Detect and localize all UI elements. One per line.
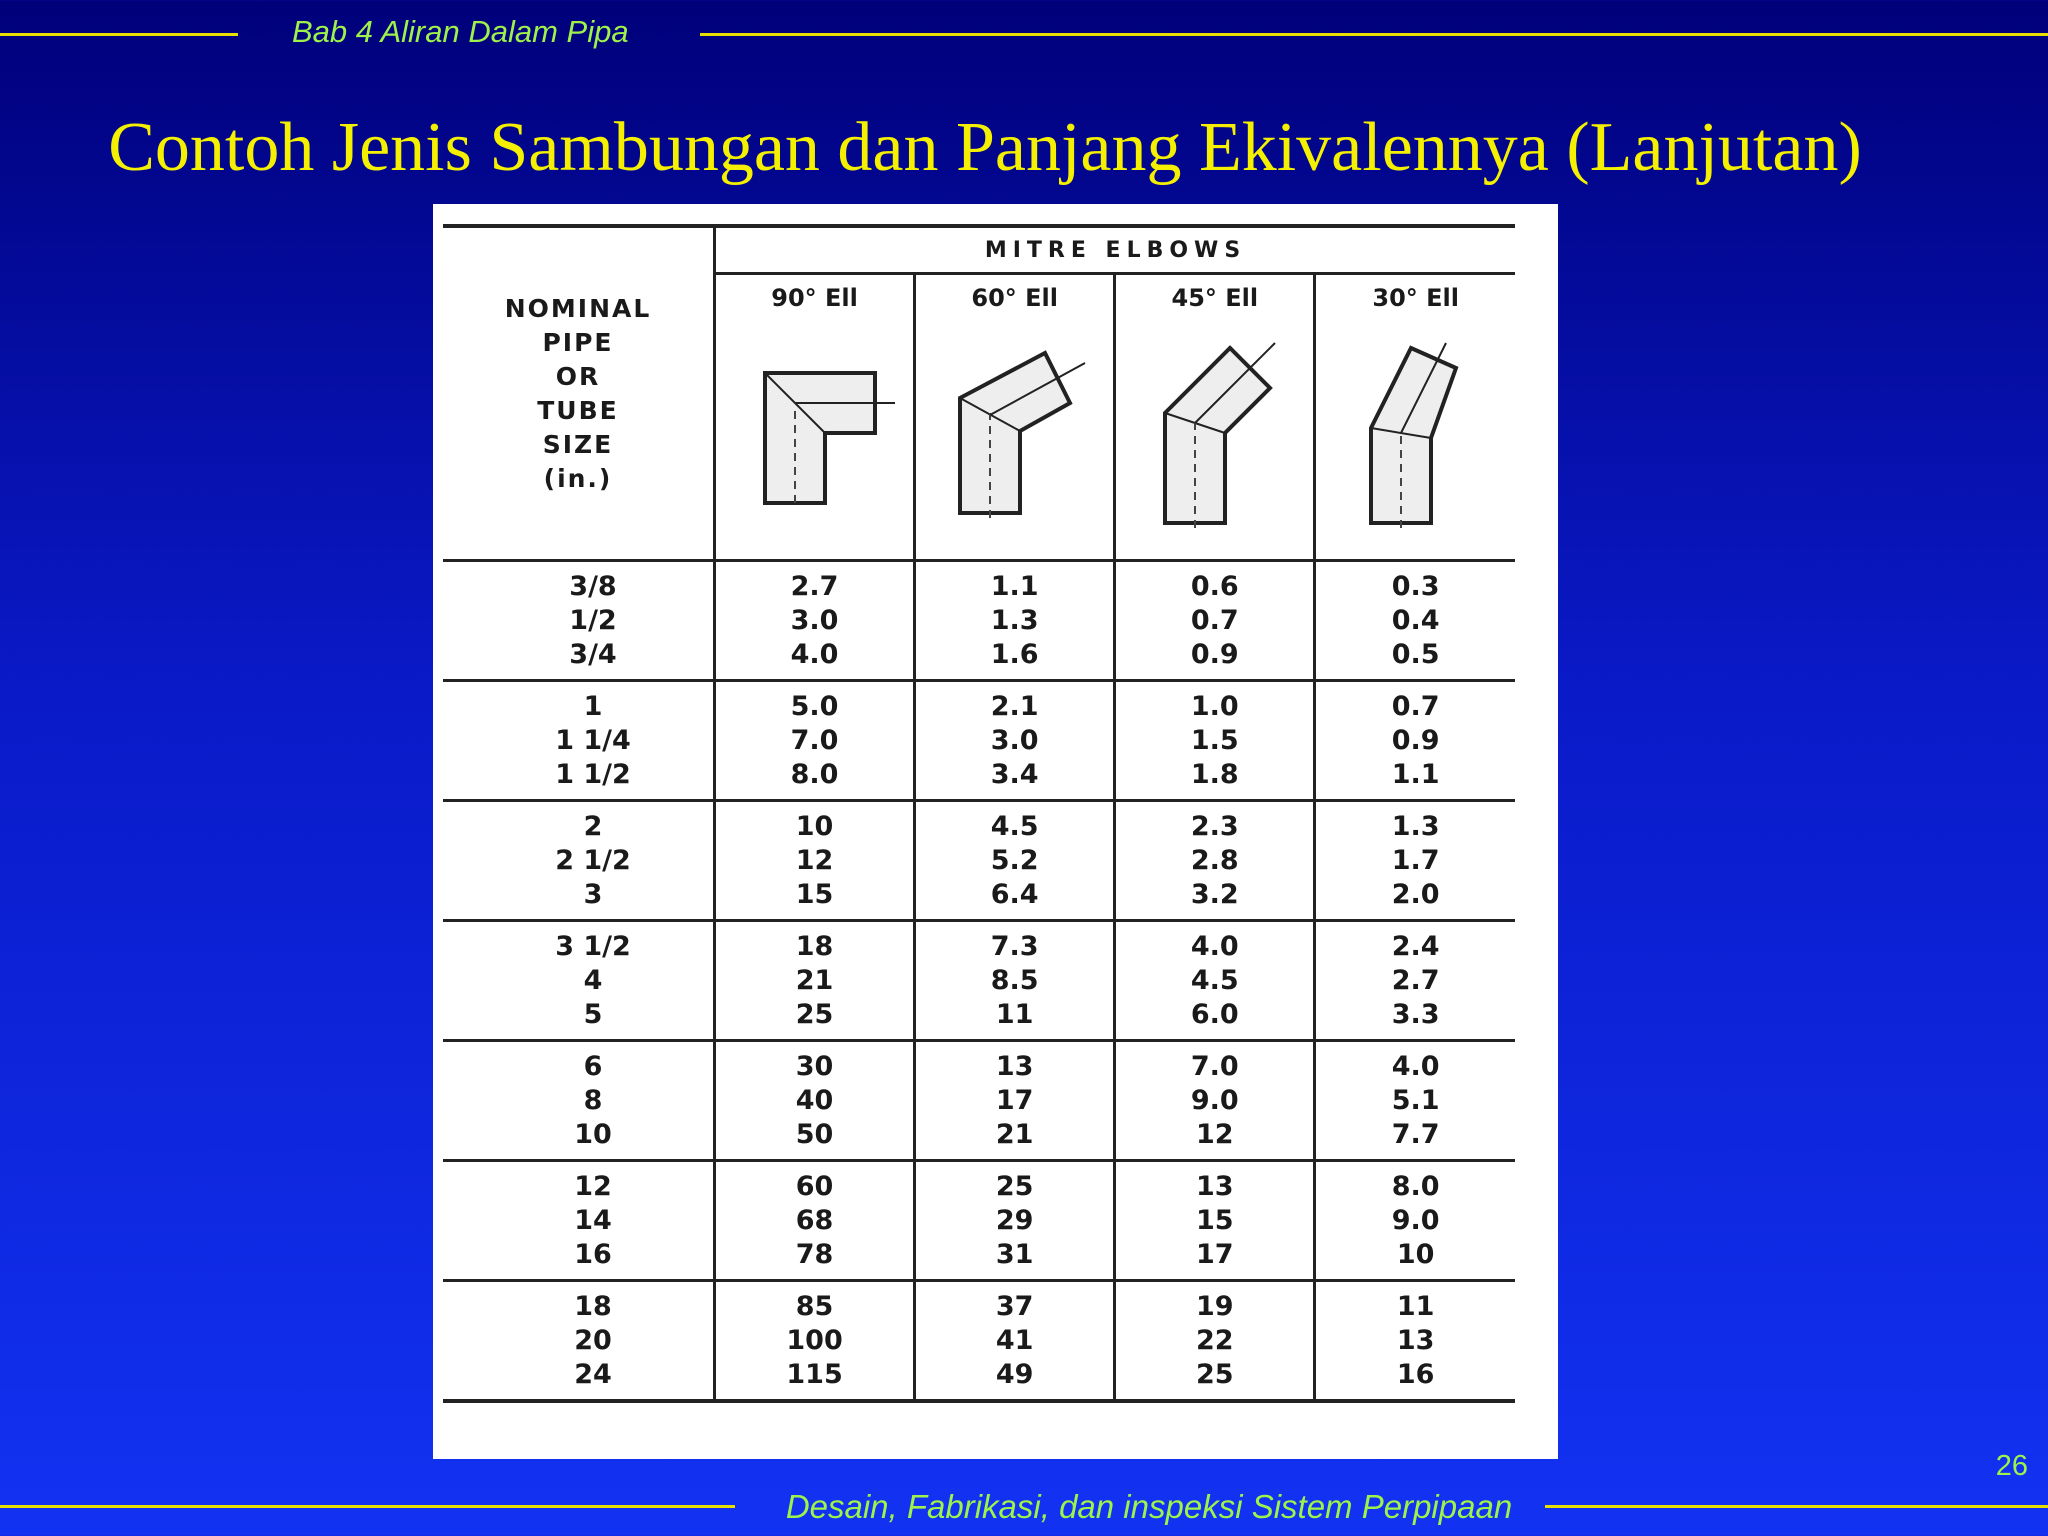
value: 4.5 — [1190, 964, 1239, 996]
ell90-cell — [715, 1161, 915, 1281]
table-row-group-2 — [443, 681, 1515, 801]
size-header-line: OR — [555, 361, 601, 391]
ell45-cell — [1115, 1281, 1315, 1402]
value: 19 — [1196, 1290, 1234, 1322]
ell60-cell — [915, 1161, 1115, 1281]
value: 0.9 — [1391, 724, 1440, 756]
ell60-cell — [915, 1281, 1115, 1402]
value: 5.1 — [1391, 1084, 1440, 1116]
value: 6.4 — [990, 878, 1039, 910]
value: 7.0 — [1190, 1050, 1239, 1082]
value: 13 — [995, 1050, 1034, 1082]
value: 8.0 — [1391, 1170, 1440, 1202]
value: 13 — [1396, 1324, 1435, 1356]
value: 2.1 — [990, 690, 1039, 722]
ell45-cell — [1115, 561, 1315, 681]
mitre-elbow-60-icon — [935, 343, 1095, 533]
value: 16 — [1396, 1358, 1435, 1390]
size-cell — [443, 1161, 715, 1281]
size-value: 18 — [574, 1290, 612, 1322]
value: 31 — [995, 1238, 1034, 1270]
value: 17 — [1196, 1238, 1234, 1270]
value: 29 — [995, 1204, 1034, 1236]
value: 4.0 — [790, 638, 839, 670]
size-header-line: NOMINAL — [504, 293, 652, 323]
value: 10 — [1396, 1238, 1435, 1270]
ell30-cell — [1315, 1281, 1515, 1402]
value: 21 — [795, 964, 834, 996]
value: 22 — [1196, 1324, 1234, 1356]
value: 0.9 — [1190, 638, 1239, 670]
ell45-cell — [1115, 1041, 1315, 1161]
size-header — [443, 226, 715, 561]
value: 11 — [1396, 1290, 1435, 1322]
size-cell — [443, 801, 715, 921]
size-cell — [443, 1041, 715, 1161]
ell60-cell — [915, 561, 1115, 681]
value: 0.7 — [1190, 604, 1239, 636]
value: 3.3 — [1391, 998, 1440, 1030]
value: 115 — [786, 1358, 843, 1390]
chapter-label: Bab 4 Aliran Dalam Pipa — [292, 14, 629, 49]
size-value: 3 — [583, 878, 603, 910]
column-header-90: 90° Ell — [715, 274, 915, 322]
size-value: 5 — [583, 998, 603, 1030]
table-panel — [433, 204, 1558, 1459]
size-header-text — [443, 292, 713, 496]
value: 60 — [795, 1170, 834, 1202]
column-header-45: 45° Ell — [1115, 274, 1315, 322]
value: 1.3 — [1391, 810, 1440, 842]
size-value: 16 — [574, 1238, 612, 1270]
mitre-elbow-45-icon — [1135, 338, 1295, 538]
value: 21 — [995, 1118, 1034, 1150]
value: 0.5 — [1391, 638, 1440, 670]
size-value: 10 — [574, 1118, 612, 1150]
value: 2.7 — [1391, 964, 1440, 996]
size-value: 1/2 — [569, 604, 617, 636]
value: 4.5 — [990, 810, 1039, 842]
value: 5.2 — [990, 844, 1039, 876]
value: 6.0 — [1190, 998, 1239, 1030]
value: 2.4 — [1391, 930, 1440, 962]
value: 2.8 — [1190, 844, 1239, 876]
value: 15 — [1196, 1204, 1234, 1236]
ell30-cell — [1315, 1041, 1515, 1161]
size-cell — [443, 561, 715, 681]
size-header-line: TUBE — [537, 395, 619, 425]
mitre-elbow-table — [443, 224, 1515, 1403]
value: 41 — [995, 1324, 1034, 1356]
value: 1.1 — [1391, 758, 1440, 790]
size-header-line: PIPE — [542, 327, 614, 357]
value: 10 — [795, 810, 834, 842]
size-value: 1 — [583, 690, 603, 722]
ell90-cell — [715, 1281, 915, 1402]
ell45-cell — [1115, 801, 1315, 921]
value: 78 — [795, 1238, 834, 1270]
value: 7.3 — [990, 930, 1039, 962]
ell30-cell — [1315, 561, 1515, 681]
value: 11 — [995, 998, 1034, 1030]
diagram-cell-90 — [715, 321, 915, 561]
value: 50 — [795, 1118, 834, 1150]
value: 25 — [1196, 1358, 1234, 1390]
diagram-cell-45 — [1115, 321, 1315, 561]
value: 68 — [795, 1204, 834, 1236]
value: 37 — [995, 1290, 1034, 1322]
diagram-cell-60 — [915, 321, 1115, 561]
value: 9.0 — [1391, 1204, 1440, 1236]
table-row-group-6 — [443, 1161, 1515, 1281]
size-value: 8 — [583, 1084, 603, 1116]
value: 9.0 — [1190, 1084, 1239, 1116]
value: 85 — [795, 1290, 834, 1322]
value: 3.2 — [1190, 878, 1239, 910]
size-value: 3/8 — [569, 570, 617, 602]
value: 7.7 — [1391, 1118, 1440, 1150]
value: 12 — [795, 844, 834, 876]
ell60-cell — [915, 921, 1115, 1041]
size-value: 1 1/2 — [555, 758, 631, 790]
value: 1.1 — [990, 570, 1039, 602]
value: 8.0 — [790, 758, 839, 790]
value: 2.7 — [790, 570, 839, 602]
table-row-group-4 — [443, 921, 1515, 1041]
ell30-cell — [1315, 801, 1515, 921]
column-header-60: 60° Ell — [915, 274, 1115, 322]
value: 40 — [795, 1084, 834, 1116]
value: 12 — [1196, 1118, 1234, 1150]
value: 2.3 — [1190, 810, 1239, 842]
value: 3.0 — [990, 724, 1039, 756]
size-value: 14 — [574, 1204, 612, 1236]
slide-title: Contoh Jenis Sambungan dan Panjang Ekivalennya (Lanjutan) — [108, 109, 1862, 186]
size-value: 24 — [574, 1358, 612, 1390]
mitre-elbow-30-icon — [1346, 338, 1486, 538]
size-header-line: (in.) — [543, 463, 613, 493]
page-number: 26 — [1995, 1450, 2028, 1482]
column-header-30: 30° Ell — [1372, 284, 1459, 312]
value: 5.0 — [790, 690, 839, 722]
size-value: 4 — [583, 964, 603, 996]
value: 17 — [995, 1084, 1034, 1116]
footer-rule-right — [1545, 1505, 2048, 1508]
value: 2.0 — [1391, 878, 1440, 910]
size-cell — [443, 921, 715, 1041]
size-value: 3/4 — [569, 638, 617, 670]
value: 1.6 — [990, 638, 1039, 670]
value: 1.5 — [1190, 724, 1239, 756]
ell30-cell — [1315, 1161, 1515, 1281]
value: 25 — [995, 1170, 1034, 1202]
ell45-cell — [1115, 1161, 1315, 1281]
ell60-cell — [915, 1041, 1115, 1161]
value: 1.3 — [990, 604, 1039, 636]
footer-text: Desain, Fabrikasi, dan inspeksi Sistem Perpipaan — [785, 1488, 1513, 1525]
size-value: 2 1/2 — [555, 844, 631, 876]
header-rule-left — [0, 33, 238, 36]
value: 1.7 — [1391, 844, 1440, 876]
value: 3.4 — [990, 758, 1039, 790]
ell45-cell — [1115, 921, 1315, 1041]
ell45-cell — [1115, 681, 1315, 801]
header-rule-right — [700, 33, 2048, 36]
table-row-group-5 — [443, 1041, 1515, 1161]
value: 0.6 — [1190, 570, 1239, 602]
size-value: 12 — [574, 1170, 612, 1202]
ell30-cell — [1315, 681, 1515, 801]
size-value: 20 — [574, 1324, 612, 1356]
size-header-line: SIZE — [542, 429, 614, 459]
value: 0.3 — [1391, 570, 1440, 602]
size-cell — [443, 1281, 715, 1402]
value: 0.7 — [1391, 690, 1440, 722]
ell30-cell — [1315, 921, 1515, 1041]
value: 1.0 — [1190, 690, 1239, 722]
ell90-cell — [715, 561, 915, 681]
table-row-group-3 — [443, 801, 1515, 921]
mitre-elbow-90-icon — [735, 353, 895, 523]
size-value: 6 — [583, 1050, 603, 1082]
value: 18 — [795, 930, 834, 962]
size-value: 1 1/4 — [555, 724, 631, 756]
value: 100 — [786, 1324, 843, 1356]
ell90-cell — [715, 921, 915, 1041]
ell90-cell — [715, 1041, 915, 1161]
value: 0.4 — [1391, 604, 1440, 636]
value: 8.5 — [990, 964, 1039, 996]
ell60-cell — [915, 681, 1115, 801]
value: 15 — [795, 878, 834, 910]
diagram-cell-30 — [1315, 321, 1515, 561]
size-value: 3 1/2 — [555, 930, 631, 962]
mitre-elbows-header: MITRE ELBOWS — [715, 226, 1516, 274]
size-cell — [443, 681, 715, 801]
value: 4.0 — [1391, 1050, 1440, 1082]
size-value: 2 — [583, 810, 603, 842]
value: 13 — [1196, 1170, 1234, 1202]
value: 49 — [995, 1358, 1034, 1390]
table-row-group-7 — [443, 1281, 1515, 1402]
value: 7.0 — [790, 724, 839, 756]
ell60-cell — [915, 801, 1115, 921]
value: 1.8 — [1190, 758, 1239, 790]
ell90-cell — [715, 801, 915, 921]
value: 3.0 — [790, 604, 839, 636]
value: 25 — [795, 998, 834, 1030]
value: 30 — [795, 1050, 834, 1082]
ell90-cell — [715, 681, 915, 801]
table-row-group-1 — [443, 561, 1515, 681]
value: 4.0 — [1190, 930, 1239, 962]
